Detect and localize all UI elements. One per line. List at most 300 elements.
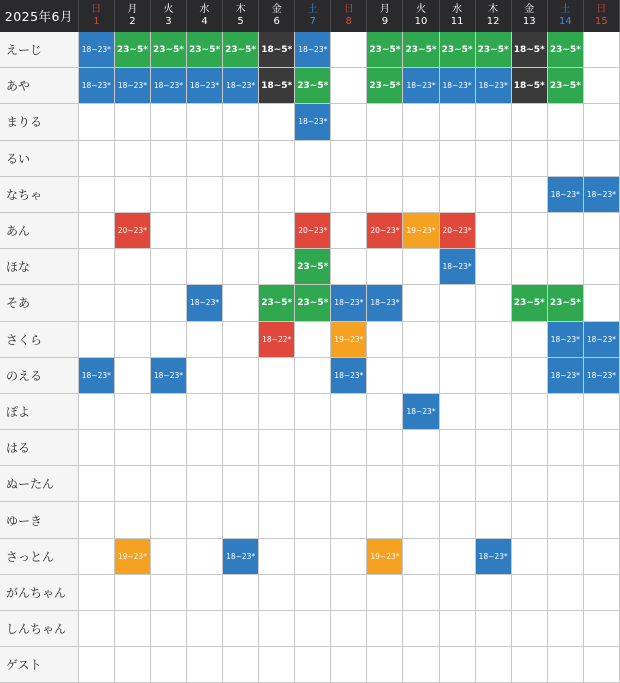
shift-cell[interactable]: 20~23*	[440, 213, 476, 248]
empty-cell[interactable]	[115, 285, 151, 320]
empty-cell[interactable]	[440, 575, 476, 610]
empty-cell[interactable]	[223, 322, 259, 357]
empty-cell[interactable]	[512, 358, 548, 393]
empty-cell[interactable]	[187, 394, 223, 429]
empty-cell[interactable]	[79, 104, 115, 139]
empty-cell[interactable]	[512, 466, 548, 501]
empty-cell[interactable]	[79, 647, 115, 682]
empty-cell[interactable]	[440, 104, 476, 139]
empty-cell[interactable]	[223, 647, 259, 682]
empty-cell[interactable]	[151, 104, 187, 139]
empty-cell[interactable]	[584, 647, 620, 682]
empty-cell[interactable]	[187, 611, 223, 646]
empty-cell[interactable]	[512, 141, 548, 176]
empty-cell[interactable]	[476, 430, 512, 465]
shift-cell[interactable]: 18~23*	[548, 358, 584, 393]
person-name[interactable]: さっとん	[0, 539, 79, 574]
empty-cell[interactable]	[295, 502, 331, 537]
empty-cell[interactable]	[367, 104, 403, 139]
empty-cell[interactable]	[403, 322, 439, 357]
empty-cell[interactable]	[259, 430, 295, 465]
shift-cell[interactable]: 18~23*	[476, 68, 512, 103]
shift-cell[interactable]: 18~23*	[331, 358, 367, 393]
empty-cell[interactable]	[512, 502, 548, 537]
person-name[interactable]: はる	[0, 430, 79, 465]
empty-cell[interactable]	[295, 430, 331, 465]
shift-cell[interactable]: 23~5*	[295, 68, 331, 103]
empty-cell[interactable]	[476, 502, 512, 537]
shift-cell[interactable]: 23~5*	[151, 32, 187, 67]
empty-cell[interactable]	[367, 502, 403, 537]
empty-cell[interactable]	[187, 104, 223, 139]
empty-cell[interactable]	[403, 430, 439, 465]
empty-cell[interactable]	[151, 249, 187, 284]
empty-cell[interactable]	[584, 285, 620, 320]
empty-cell[interactable]	[331, 104, 367, 139]
empty-cell[interactable]	[151, 466, 187, 501]
empty-cell[interactable]	[584, 466, 620, 501]
day-date: 4	[201, 16, 208, 27]
empty-cell[interactable]	[367, 249, 403, 284]
empty-cell[interactable]	[79, 249, 115, 284]
empty-cell[interactable]	[367, 322, 403, 357]
shift-cell[interactable]: 18~5*	[259, 32, 295, 67]
empty-cell[interactable]	[584, 141, 620, 176]
empty-cell[interactable]	[259, 249, 295, 284]
shift-cell[interactable]: 18~23*	[79, 68, 115, 103]
shift-cell[interactable]: 18~23*	[548, 177, 584, 212]
day-of-week: 水	[452, 4, 463, 15]
empty-cell[interactable]	[512, 611, 548, 646]
empty-cell[interactable]	[440, 611, 476, 646]
shift-cell[interactable]: 18~23*	[367, 285, 403, 320]
empty-cell[interactable]	[440, 394, 476, 429]
shift-cell[interactable]: 18~23*	[187, 68, 223, 103]
person-name[interactable]: まりる	[0, 104, 79, 139]
empty-cell[interactable]	[259, 141, 295, 176]
empty-cell[interactable]	[151, 575, 187, 610]
empty-cell[interactable]	[79, 575, 115, 610]
shift-cell[interactable]: 18~5*	[512, 32, 548, 67]
empty-cell[interactable]	[440, 502, 476, 537]
shift-cell[interactable]: 18~23*	[476, 539, 512, 574]
empty-cell[interactable]	[115, 611, 151, 646]
person-name[interactable]: なちゃ	[0, 177, 79, 212]
person-name[interactable]: あや	[0, 68, 79, 103]
empty-cell[interactable]	[79, 285, 115, 320]
shift-cell[interactable]: 18~23*	[223, 68, 259, 103]
shift-cell[interactable]: 18~23*	[115, 68, 151, 103]
empty-cell[interactable]	[548, 394, 584, 429]
empty-cell[interactable]	[115, 141, 151, 176]
empty-cell[interactable]	[295, 539, 331, 574]
empty-cell[interactable]	[259, 104, 295, 139]
empty-cell[interactable]	[223, 466, 259, 501]
empty-cell[interactable]	[331, 68, 367, 103]
empty-cell[interactable]	[151, 611, 187, 646]
empty-cell[interactable]	[115, 466, 151, 501]
person-name[interactable]: さくら	[0, 322, 79, 357]
empty-cell[interactable]	[512, 213, 548, 248]
empty-cell[interactable]	[187, 249, 223, 284]
empty-cell[interactable]	[403, 141, 439, 176]
empty-cell[interactable]	[223, 249, 259, 284]
shift-cell[interactable]: 18~23*	[440, 249, 476, 284]
empty-cell[interactable]	[331, 249, 367, 284]
empty-cell[interactable]	[440, 358, 476, 393]
shift-cell[interactable]: 23~5*	[512, 285, 548, 320]
empty-cell[interactable]	[331, 141, 367, 176]
empty-cell[interactable]	[115, 502, 151, 537]
empty-cell[interactable]	[187, 502, 223, 537]
empty-cell[interactable]	[151, 141, 187, 176]
empty-cell[interactable]	[367, 141, 403, 176]
empty-cell[interactable]	[584, 32, 620, 67]
person-name[interactable]: えーじ	[0, 32, 79, 67]
empty-cell[interactable]	[151, 213, 187, 248]
empty-cell[interactable]	[548, 575, 584, 610]
empty-cell[interactable]	[403, 358, 439, 393]
person-row	[0, 647, 620, 683]
empty-cell[interactable]	[548, 539, 584, 574]
empty-cell[interactable]	[187, 213, 223, 248]
person-name[interactable]: しんちゃん	[0, 611, 79, 646]
empty-cell[interactable]	[440, 141, 476, 176]
empty-cell[interactable]	[295, 358, 331, 393]
empty-cell[interactable]	[115, 177, 151, 212]
empty-cell[interactable]	[187, 466, 223, 501]
shift-cell[interactable]: 23~5*	[440, 32, 476, 67]
empty-cell[interactable]	[223, 104, 259, 139]
person-row	[0, 32, 620, 68]
empty-cell[interactable]	[79, 539, 115, 574]
shift-cell[interactable]: 18~23*	[584, 322, 620, 357]
empty-cell[interactable]	[512, 177, 548, 212]
empty-cell[interactable]	[115, 647, 151, 682]
empty-cell[interactable]	[151, 502, 187, 537]
empty-cell[interactable]	[223, 213, 259, 248]
empty-cell[interactable]	[115, 394, 151, 429]
empty-cell[interactable]	[259, 394, 295, 429]
empty-cell[interactable]	[584, 502, 620, 537]
empty-cell[interactable]	[115, 249, 151, 284]
person-row	[0, 466, 620, 502]
empty-cell[interactable]	[151, 177, 187, 212]
shift-cell[interactable]: 23~5*	[548, 32, 584, 67]
empty-cell[interactable]	[187, 141, 223, 176]
person-name[interactable]: あん	[0, 213, 79, 248]
empty-cell[interactable]	[223, 394, 259, 429]
empty-cell[interactable]	[403, 466, 439, 501]
empty-cell[interactable]	[403, 539, 439, 574]
empty-cell[interactable]	[223, 177, 259, 212]
shift-cell[interactable]: 18~23*	[548, 322, 584, 357]
empty-cell[interactable]	[79, 502, 115, 537]
empty-cell[interactable]	[295, 611, 331, 646]
empty-cell[interactable]	[115, 358, 151, 393]
empty-cell[interactable]	[79, 213, 115, 248]
empty-cell[interactable]	[259, 611, 295, 646]
empty-cell[interactable]	[403, 177, 439, 212]
shift-cell[interactable]: 23~5*	[403, 32, 439, 67]
empty-cell[interactable]	[223, 430, 259, 465]
empty-cell[interactable]	[403, 647, 439, 682]
empty-cell[interactable]	[331, 611, 367, 646]
empty-cell[interactable]	[187, 647, 223, 682]
empty-cell[interactable]	[440, 322, 476, 357]
empty-cell[interactable]	[259, 647, 295, 682]
shift-cell[interactable]: 18~23*	[79, 32, 115, 67]
empty-cell[interactable]	[403, 575, 439, 610]
empty-cell[interactable]	[151, 647, 187, 682]
shift-cell[interactable]: 23~5*	[187, 32, 223, 67]
shift-cell[interactable]: 23~5*	[259, 285, 295, 320]
empty-cell[interactable]	[259, 502, 295, 537]
empty-cell[interactable]	[476, 358, 512, 393]
empty-cell[interactable]	[295, 177, 331, 212]
day-date: 13	[522, 16, 536, 27]
empty-cell[interactable]	[187, 575, 223, 610]
shift-cell[interactable]: 19~23*	[403, 213, 439, 248]
empty-cell[interactable]	[476, 466, 512, 501]
empty-cell[interactable]	[331, 32, 367, 67]
empty-cell[interactable]	[403, 502, 439, 537]
empty-cell[interactable]	[223, 575, 259, 610]
shift-cell[interactable]: 18~23*	[187, 285, 223, 320]
shift-cell[interactable]: 20~23*	[367, 213, 403, 248]
shift-cell[interactable]: 20~23*	[295, 213, 331, 248]
empty-cell[interactable]	[151, 539, 187, 574]
empty-cell[interactable]	[259, 213, 295, 248]
person-row	[0, 322, 620, 358]
empty-cell[interactable]	[331, 394, 367, 429]
empty-cell[interactable]	[548, 213, 584, 248]
empty-cell[interactable]	[295, 647, 331, 682]
empty-cell[interactable]	[115, 430, 151, 465]
empty-cell[interactable]	[367, 430, 403, 465]
empty-cell[interactable]	[512, 647, 548, 682]
shift-cell[interactable]: 18~23*	[584, 358, 620, 393]
shift-cell[interactable]: 23~5*	[367, 32, 403, 67]
person-name[interactable]: ゆーき	[0, 502, 79, 537]
shift-cell[interactable]: 18~23*	[295, 32, 331, 67]
empty-cell[interactable]	[223, 611, 259, 646]
empty-cell[interactable]	[151, 285, 187, 320]
empty-cell[interactable]	[476, 104, 512, 139]
shift-cell[interactable]: 18~23*	[79, 358, 115, 393]
empty-cell[interactable]	[115, 575, 151, 610]
shift-cell[interactable]: 23~5*	[548, 285, 584, 320]
person-name[interactable]: のえる	[0, 358, 79, 393]
empty-cell[interactable]	[476, 611, 512, 646]
shift-cell[interactable]: 18~23*	[151, 68, 187, 103]
person-row	[0, 430, 620, 466]
day-of-week: 水	[199, 4, 210, 15]
empty-cell[interactable]	[295, 466, 331, 501]
empty-cell[interactable]	[512, 539, 548, 574]
empty-cell[interactable]	[512, 104, 548, 139]
empty-cell[interactable]	[476, 394, 512, 429]
empty-cell[interactable]	[115, 322, 151, 357]
empty-cell[interactable]	[512, 322, 548, 357]
empty-cell[interactable]	[548, 249, 584, 284]
shift-cell[interactable]: 18~23*	[331, 285, 367, 320]
empty-cell[interactable]	[403, 104, 439, 139]
shift-cell[interactable]: 18~5*	[259, 68, 295, 103]
shift-cell[interactable]: 18~23*	[403, 394, 439, 429]
empty-cell[interactable]	[79, 141, 115, 176]
shift-cell[interactable]: 23~5*	[548, 68, 584, 103]
shift-cell[interactable]: 18~22*	[259, 322, 295, 357]
empty-cell[interactable]	[584, 430, 620, 465]
empty-cell[interactable]	[79, 466, 115, 501]
empty-cell[interactable]	[403, 285, 439, 320]
empty-cell[interactable]	[79, 430, 115, 465]
empty-cell[interactable]	[476, 322, 512, 357]
empty-cell[interactable]	[151, 394, 187, 429]
empty-cell[interactable]	[584, 104, 620, 139]
empty-cell[interactable]	[476, 647, 512, 682]
empty-cell[interactable]	[331, 539, 367, 574]
person-name[interactable]: ほな	[0, 249, 79, 284]
shift-cell[interactable]: 23~5*	[295, 249, 331, 284]
empty-cell[interactable]	[259, 466, 295, 501]
empty-cell[interactable]	[331, 430, 367, 465]
empty-cell[interactable]	[584, 68, 620, 103]
empty-cell[interactable]	[440, 466, 476, 501]
shift-cell[interactable]: 19~23*	[115, 539, 151, 574]
day-header	[584, 0, 620, 32]
empty-cell[interactable]	[548, 104, 584, 139]
empty-cell[interactable]	[440, 430, 476, 465]
shift-cell[interactable]: 18~23*	[584, 177, 620, 212]
empty-cell[interactable]	[584, 394, 620, 429]
empty-cell[interactable]	[331, 502, 367, 537]
person-name[interactable]: ぽよ	[0, 394, 79, 429]
empty-cell[interactable]	[259, 539, 295, 574]
empty-cell[interactable]	[187, 539, 223, 574]
empty-cell[interactable]	[223, 502, 259, 537]
empty-cell[interactable]	[548, 647, 584, 682]
shift-cell[interactable]: 18~23*	[295, 104, 331, 139]
shift-cell[interactable]: 18~23*	[223, 539, 259, 574]
empty-cell[interactable]	[79, 177, 115, 212]
empty-cell[interactable]	[187, 358, 223, 393]
empty-cell[interactable]	[367, 611, 403, 646]
empty-cell[interactable]	[476, 249, 512, 284]
empty-cell[interactable]	[367, 647, 403, 682]
empty-cell[interactable]	[367, 177, 403, 212]
shift-cell[interactable]: 20~23*	[115, 213, 151, 248]
empty-cell[interactable]	[187, 177, 223, 212]
shift-cell[interactable]: 18~5*	[512, 68, 548, 103]
empty-cell[interactable]	[476, 177, 512, 212]
empty-cell[interactable]	[476, 575, 512, 610]
empty-cell[interactable]	[367, 575, 403, 610]
person-row	[0, 358, 620, 394]
empty-cell[interactable]	[331, 647, 367, 682]
empty-cell[interactable]	[151, 430, 187, 465]
empty-cell[interactable]	[440, 647, 476, 682]
empty-cell[interactable]	[295, 141, 331, 176]
empty-cell[interactable]	[584, 213, 620, 248]
empty-cell[interactable]	[476, 285, 512, 320]
empty-cell[interactable]	[440, 177, 476, 212]
empty-cell[interactable]	[187, 430, 223, 465]
empty-cell[interactable]	[223, 285, 259, 320]
empty-cell[interactable]	[295, 575, 331, 610]
empty-cell[interactable]	[440, 285, 476, 320]
shift-cell[interactable]: 19~23*	[367, 539, 403, 574]
shift-cell[interactable]: 23~5*	[367, 68, 403, 103]
empty-cell[interactable]	[331, 575, 367, 610]
empty-cell[interactable]	[548, 502, 584, 537]
empty-cell[interactable]	[403, 611, 439, 646]
empty-cell[interactable]	[115, 104, 151, 139]
empty-cell[interactable]	[331, 177, 367, 212]
day-header	[223, 0, 259, 32]
empty-cell[interactable]	[548, 611, 584, 646]
shift-cell[interactable]: 18~23*	[440, 68, 476, 103]
empty-cell[interactable]	[548, 466, 584, 501]
person-name[interactable]: るい	[0, 141, 79, 176]
empty-cell[interactable]	[259, 575, 295, 610]
empty-cell[interactable]	[584, 575, 620, 610]
empty-cell[interactable]	[331, 213, 367, 248]
shift-cell[interactable]: 23~5*	[295, 285, 331, 320]
shift-cell[interactable]: 18~23*	[403, 68, 439, 103]
empty-cell[interactable]	[584, 249, 620, 284]
empty-cell[interactable]	[367, 358, 403, 393]
person-name[interactable]: そあ	[0, 285, 79, 320]
empty-cell[interactable]	[259, 177, 295, 212]
empty-cell[interactable]	[548, 430, 584, 465]
empty-cell[interactable]	[151, 322, 187, 357]
empty-cell[interactable]	[512, 430, 548, 465]
empty-cell[interactable]	[440, 539, 476, 574]
empty-cell[interactable]	[187, 322, 223, 357]
empty-cell[interactable]	[403, 249, 439, 284]
shift-cell[interactable]: 19~23*	[331, 322, 367, 357]
empty-cell[interactable]	[548, 141, 584, 176]
empty-cell[interactable]	[476, 141, 512, 176]
empty-cell[interactable]	[259, 358, 295, 393]
empty-cell[interactable]	[223, 358, 259, 393]
shift-cell[interactable]: 23~5*	[115, 32, 151, 67]
empty-cell[interactable]	[79, 611, 115, 646]
shift-cell[interactable]: 23~5*	[476, 32, 512, 67]
shift-cell[interactable]: 18~23*	[151, 358, 187, 393]
empty-cell[interactable]	[584, 539, 620, 574]
empty-cell[interactable]	[367, 394, 403, 429]
empty-cell[interactable]	[476, 213, 512, 248]
empty-cell[interactable]	[79, 394, 115, 429]
empty-cell[interactable]	[367, 466, 403, 501]
empty-cell[interactable]	[584, 611, 620, 646]
empty-cell[interactable]	[512, 249, 548, 284]
person-name[interactable]: ゲスト	[0, 647, 79, 682]
empty-cell[interactable]	[512, 575, 548, 610]
person-name[interactable]: ぬーたん	[0, 466, 79, 501]
shift-cell[interactable]: 23~5*	[223, 32, 259, 67]
empty-cell[interactable]	[295, 394, 331, 429]
empty-cell[interactable]	[223, 141, 259, 176]
empty-cell[interactable]	[79, 322, 115, 357]
empty-cell[interactable]	[331, 466, 367, 501]
empty-cell[interactable]	[512, 394, 548, 429]
person-name[interactable]: がんちゃん	[0, 575, 79, 610]
empty-cell[interactable]	[295, 322, 331, 357]
